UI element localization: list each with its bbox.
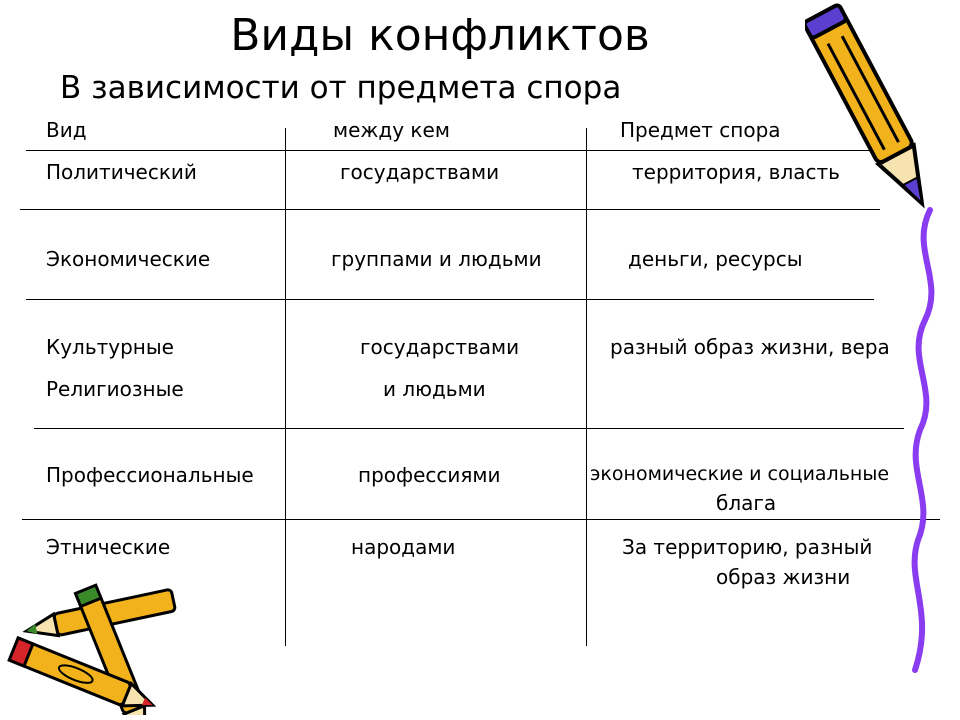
row-ethnic-subject: За территорию, разный: [622, 535, 873, 559]
row-political-between: государствами: [340, 160, 500, 184]
row-professional-between: профессиями: [358, 463, 501, 487]
table-rule-1: [20, 209, 880, 210]
table-column-divider-2: [586, 128, 587, 646]
row-ethnic-subject-cont: образ жизни: [716, 565, 851, 589]
row-religious-type: Религиозные: [46, 377, 184, 401]
crossed-pencils-icon: [0, 580, 200, 715]
pencil-icon: [805, 0, 945, 230]
header-type: Вид: [46, 118, 87, 142]
row-professional-subject: экономические и социальные: [590, 463, 890, 485]
row-economic-between: группами и людьми: [331, 247, 542, 271]
row-ethnic-type: Этнические: [46, 535, 171, 559]
row-economic-type: Экономические: [46, 247, 211, 271]
table-rule-4: [22, 519, 940, 520]
table-rule-3: [34, 428, 904, 429]
table-rule-header: [26, 150, 876, 151]
page-subtitle: В зависимости от предмета спора: [60, 70, 622, 106]
row-political-subject: территория, власть: [632, 160, 840, 184]
wavy-line-decoration: [890, 200, 960, 680]
row-political-type: Политический: [46, 160, 197, 184]
header-subject: Предмет спора: [620, 118, 781, 142]
row-ethnic-between: народами: [351, 535, 456, 559]
page-title: Виды конфликтов: [230, 10, 650, 61]
table-rule-2: [26, 299, 874, 300]
header-between: между кем: [333, 118, 450, 142]
row-professional-type: Профессиональные: [46, 463, 254, 487]
row-cultural-between: государствами: [360, 335, 520, 359]
table-column-divider-1: [285, 128, 286, 646]
row-cultural-type: Культурные: [46, 335, 174, 359]
row-economic-subject: деньги, ресурсы: [628, 247, 803, 271]
row-religious-between: и людьми: [383, 377, 486, 401]
row-cultural-subject: разный образ жизни, вера: [610, 335, 890, 359]
row-professional-subject-cont: блага: [716, 491, 777, 515]
